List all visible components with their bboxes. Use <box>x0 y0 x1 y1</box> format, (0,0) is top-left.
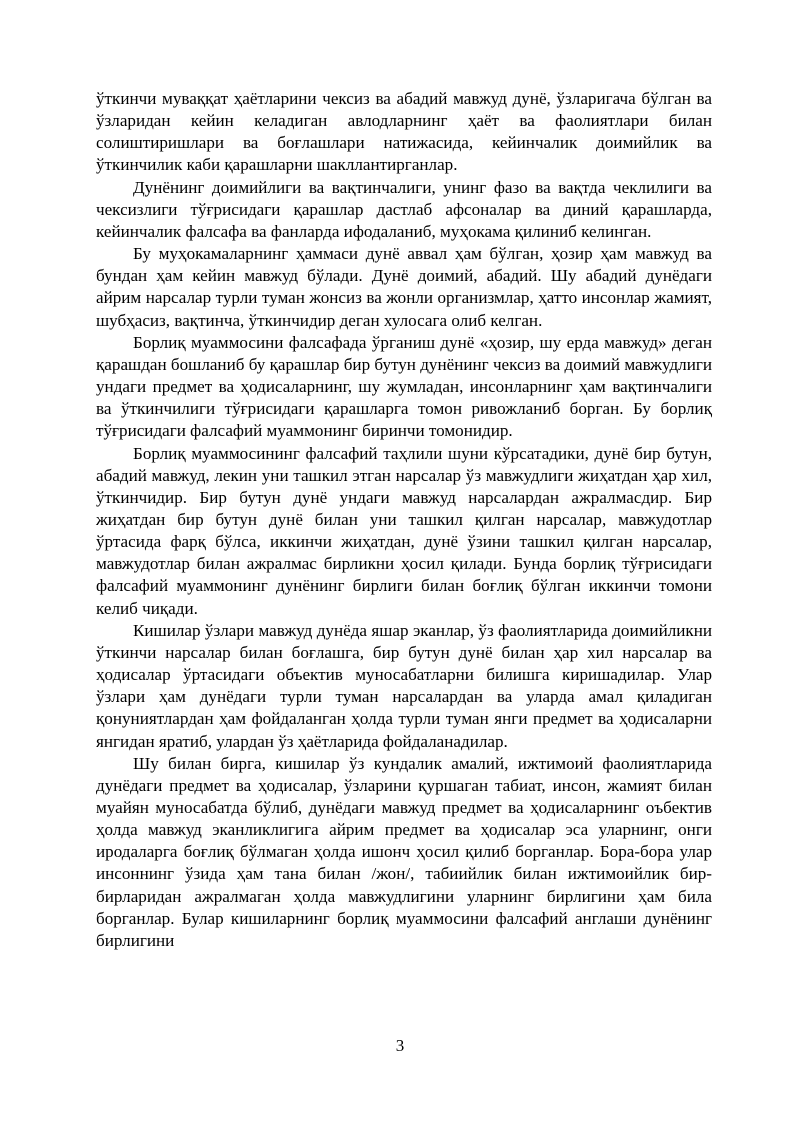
paragraph: ўткинчи муваққат ҳаётларини чексиз ва абадий мавжуд дунё, ўзларигача бўлган ва ўзларидан кейин келадиган авлодларнинг ҳаёт ва фаолиятлари билан солиштиришлари ва боғлашлари натижасида, кейинчалик доимийлик ва ўткинчилик каби қарашларни шакллантирганлар. <box>96 89 712 175</box>
paragraph: Шу билан бирга, кишилар ўз кундалик амалий, ижтимоий фаолиятларида дунёдаги предмет ва ҳодисалар, ўзларини қуршаган табиат, инсон, жамият билан муайян муносабатда бўлиб, дунёдаги мавжуд предмет ва ҳодисаларнинг оъбектив ҳолда мавжуд эканликлигига айрим предмет ва ҳодисалар эса уларнинг, онги иродаларга боғлиқ бўлмаган ҳолда ишонч ҳосил қилиб борганлар. Бора-бора улар инсоннинг ўзида ҳам тана билан /жон/, табиийлик билан ижтимоийлик бир-бирларидан ажралмаган ҳолда мавжудлигини уларнинг бирлигини ҳам била борганлар. Булар кишиларнинг борлиқ муаммосини фалсафий англаши дунёнинг бирлигини <box>96 753 712 950</box>
paragraph: Борлиқ муаммосининг фалсафий таҳлили шуни кўрсатадики, дунё бир бутун, абадий мавжуд, лекин уни ташкил этган нарсалар ўз мавжудлиги жиҳатдан ҳар хил, ўткинчидир. Бир бутун дунё ундаги мавжуд нарсалардан ажралмасдир. Бир жиҳатдан бир бутун дунё билан уни ташкил қилган нарсалар, мавжудотлар ўртасида фарқ бўлса, иккинчи жиҳатдан, дунё ўзини ташкил қилган нарсалар, мавжудотлар билан ажралмас бирликни ҳосил қилади. Бунда борлиқ тўғрисидаги фалсафий муаммонинг дунёнинг бирлиги билан боғлиқ бўлган иккинчи томони келиб чиқади. <box>96 443 712 618</box>
document-page <box>96 88 712 952</box>
paragraph: Дунёнинг доимийлиги ва вақтинчалиги, унинг фазо ва вақтда чеклилиги ва чексизлиги тўғрисидаги қарашлар дастлаб афсоналар ва диний қарашларда, кейинчалик фалсафа ва фанларда ифодаланиб, муҳокама қилиниб келинган. <box>96 177 712 241</box>
paragraph: Борлиқ муаммосини фалсафада ўрганиш дунё «ҳозир, шу ерда мавжуд» деган қарашдан бошланиб бу қарашлар бир бутун дунёнинг чексиз ва доимий мавжудлиги ундаги предмет ва ҳодисаларнинг, шу жумладан, инсонларнинг ҳам вақтинчалиги ва ўткинчилиги тўғрисидаги қарашларга томон ривожланиб борган. Бу борлиқ тўғрисидаги фалсафий муаммонинг биринчи томонидир. <box>96 332 712 441</box>
page-number: 3 <box>395 1036 405 1055</box>
paragraph: Кишилар ўзлари мавжуд дунёда яшар эканлар, ўз фаолиятларида доимийликни ўткинчи нарсалар билан боғлашга, бир бутун дунё билан ҳар хил нарсалар ва ҳодисалар ўртасидаги объектив муносабатларни билишга киришадилар. Улар ўзлари ҳам дунёдаги турли туман нарсалардан ва уларда амал қиладиган қонуниятлардан ҳам фойдаланган ҳолда турли туман янги предмет ва ҳодисаларни янгидан яратиб, улардан ўз ҳаётларида фойдаланадилар. <box>96 620 712 751</box>
paragraph: Бу муҳокамаларнинг ҳаммаси дунё аввал ҳам бўлган, ҳозир ҳам мавжуд ва бундан ҳам кейин мавжуд бўлади. Дунё доимий, абадий. Шу абадий дунёдаги айрим нарсалар турли туман жонсиз ва жонли организмлар, ҳатто инсонлар жамият, шубҳасиз, вақтинча, ўткинчидир деган хулосага олиб келган. <box>96 244 712 330</box>
